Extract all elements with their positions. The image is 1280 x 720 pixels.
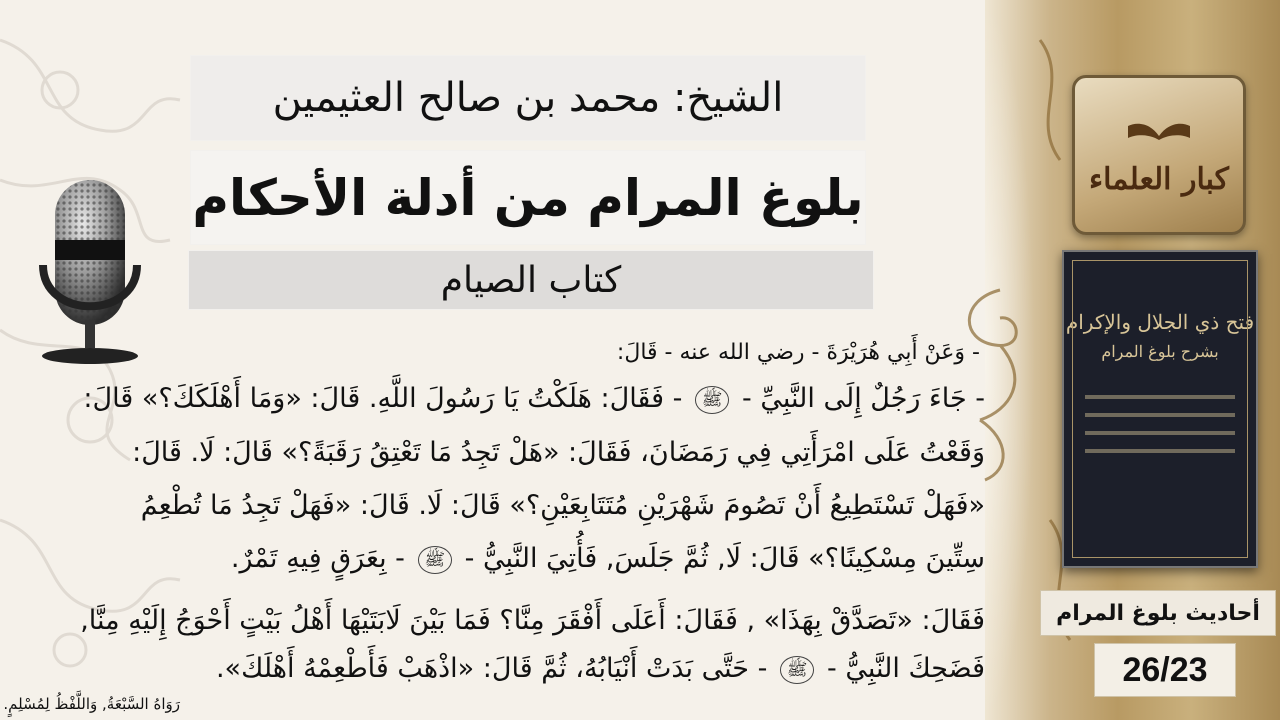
cover-subtitle: بشرح بلوغ المرام [1101,342,1219,361]
hadith-line [231,543,985,574]
hadith-fragment: - بِعَرَقٍ فِيهِ تَمْرٌ. [230,543,405,574]
hadith-line: وَقَعْتُ عَلَى امْرَأَتِي فِي رَمَضَانَ، فَقَالَ: «هَلْ تَجِدُ مَا تَعْتِقُ رَقَبَةً؟» قَالَ: لَا. قَالَ: [132,437,985,468]
hadith-line [83,383,985,414]
hadith-fragment: - جَاءَ رَجُلٌ إِلَى النَّبِيِّ - [742,383,985,414]
section-title: كتاب الصيام [188,250,874,310]
salutation-icon: ﷺ [695,386,730,414]
hadith-fragment: سِتِّينَ مِسْكِينًا؟» قَالَ: لَا, ثُمَّ جَلَسَ, فَأُتِيَ النَّبِيُّ - [464,543,985,574]
book-cover [1062,250,1258,568]
hadith-fragment: فَضَحِكَ النَّبِيُّ - [827,653,985,684]
hadith-fragment: - حَتَّى بَدَتْ أَنْيَابُهُ، ثُمَّ قَالَ: «اذْهَبْ فَأَطْعِمْهُ أَهْلَكَ». [215,653,768,684]
hadith-line: «فَهَلْ تَسْتَطِيعُ أَنْ تَصُومَ شَهْرَيْنِ مُتَتَابِعَيْنِ؟» قَالَ: لَا. قَالَ: «فَهَلْ تَجِدُ مَا تُطْعِمُ [140,490,985,521]
hadith-source: رَوَاهُ السَّبْعَةُ, وَاللَّفْظُ لِمُسْلِمٍ. [3,695,180,713]
salutation-icon: ﷺ [780,656,815,684]
logo-text: كبار العلماء [1089,161,1229,197]
hadith-fragment: - فَقَالَ: هَلَكْتُ يَا رَسُولَ اللَّهِ. قَالَ: «وَمَا أَهْلَكَكَ؟» قَالَ: [83,383,683,414]
hadith-intro: - وَعَنْ أَبِي هُرَيْرَةَ - رضي الله عنه - قَالَ: [616,340,980,365]
series-label: أحاديث بلوغ المرام [1040,590,1276,636]
hadith-line: فَقَالَ: «تَصَدَّقْ بِهَذَا» , فَقَالَ: أَعَلَى أَفْقَرَ مِنَّا؟ فَمَا بَيْنَ لَابَتَيْهَا أَهْلُ بَيْتٍ أَحْوَجُ إِلَيْهِ مِنَّا, [80,605,985,636]
kibar-ulama-logo [1072,75,1246,235]
salutation-icon: ﷺ [418,546,453,574]
microphone-icon [25,170,170,370]
episode-counter: 26/23 [1094,643,1236,697]
hadith-line [216,653,985,684]
quran-icon [1124,114,1194,140]
cover-frame [1072,260,1248,558]
book-title: بلوغ المرام من أدلة الأحكام [190,150,866,245]
cover-title: فتح ذي الجلال والإكرام [1065,310,1255,334]
sheikh-title: الشيخ: محمد بن صالح العثيمين [190,55,866,141]
